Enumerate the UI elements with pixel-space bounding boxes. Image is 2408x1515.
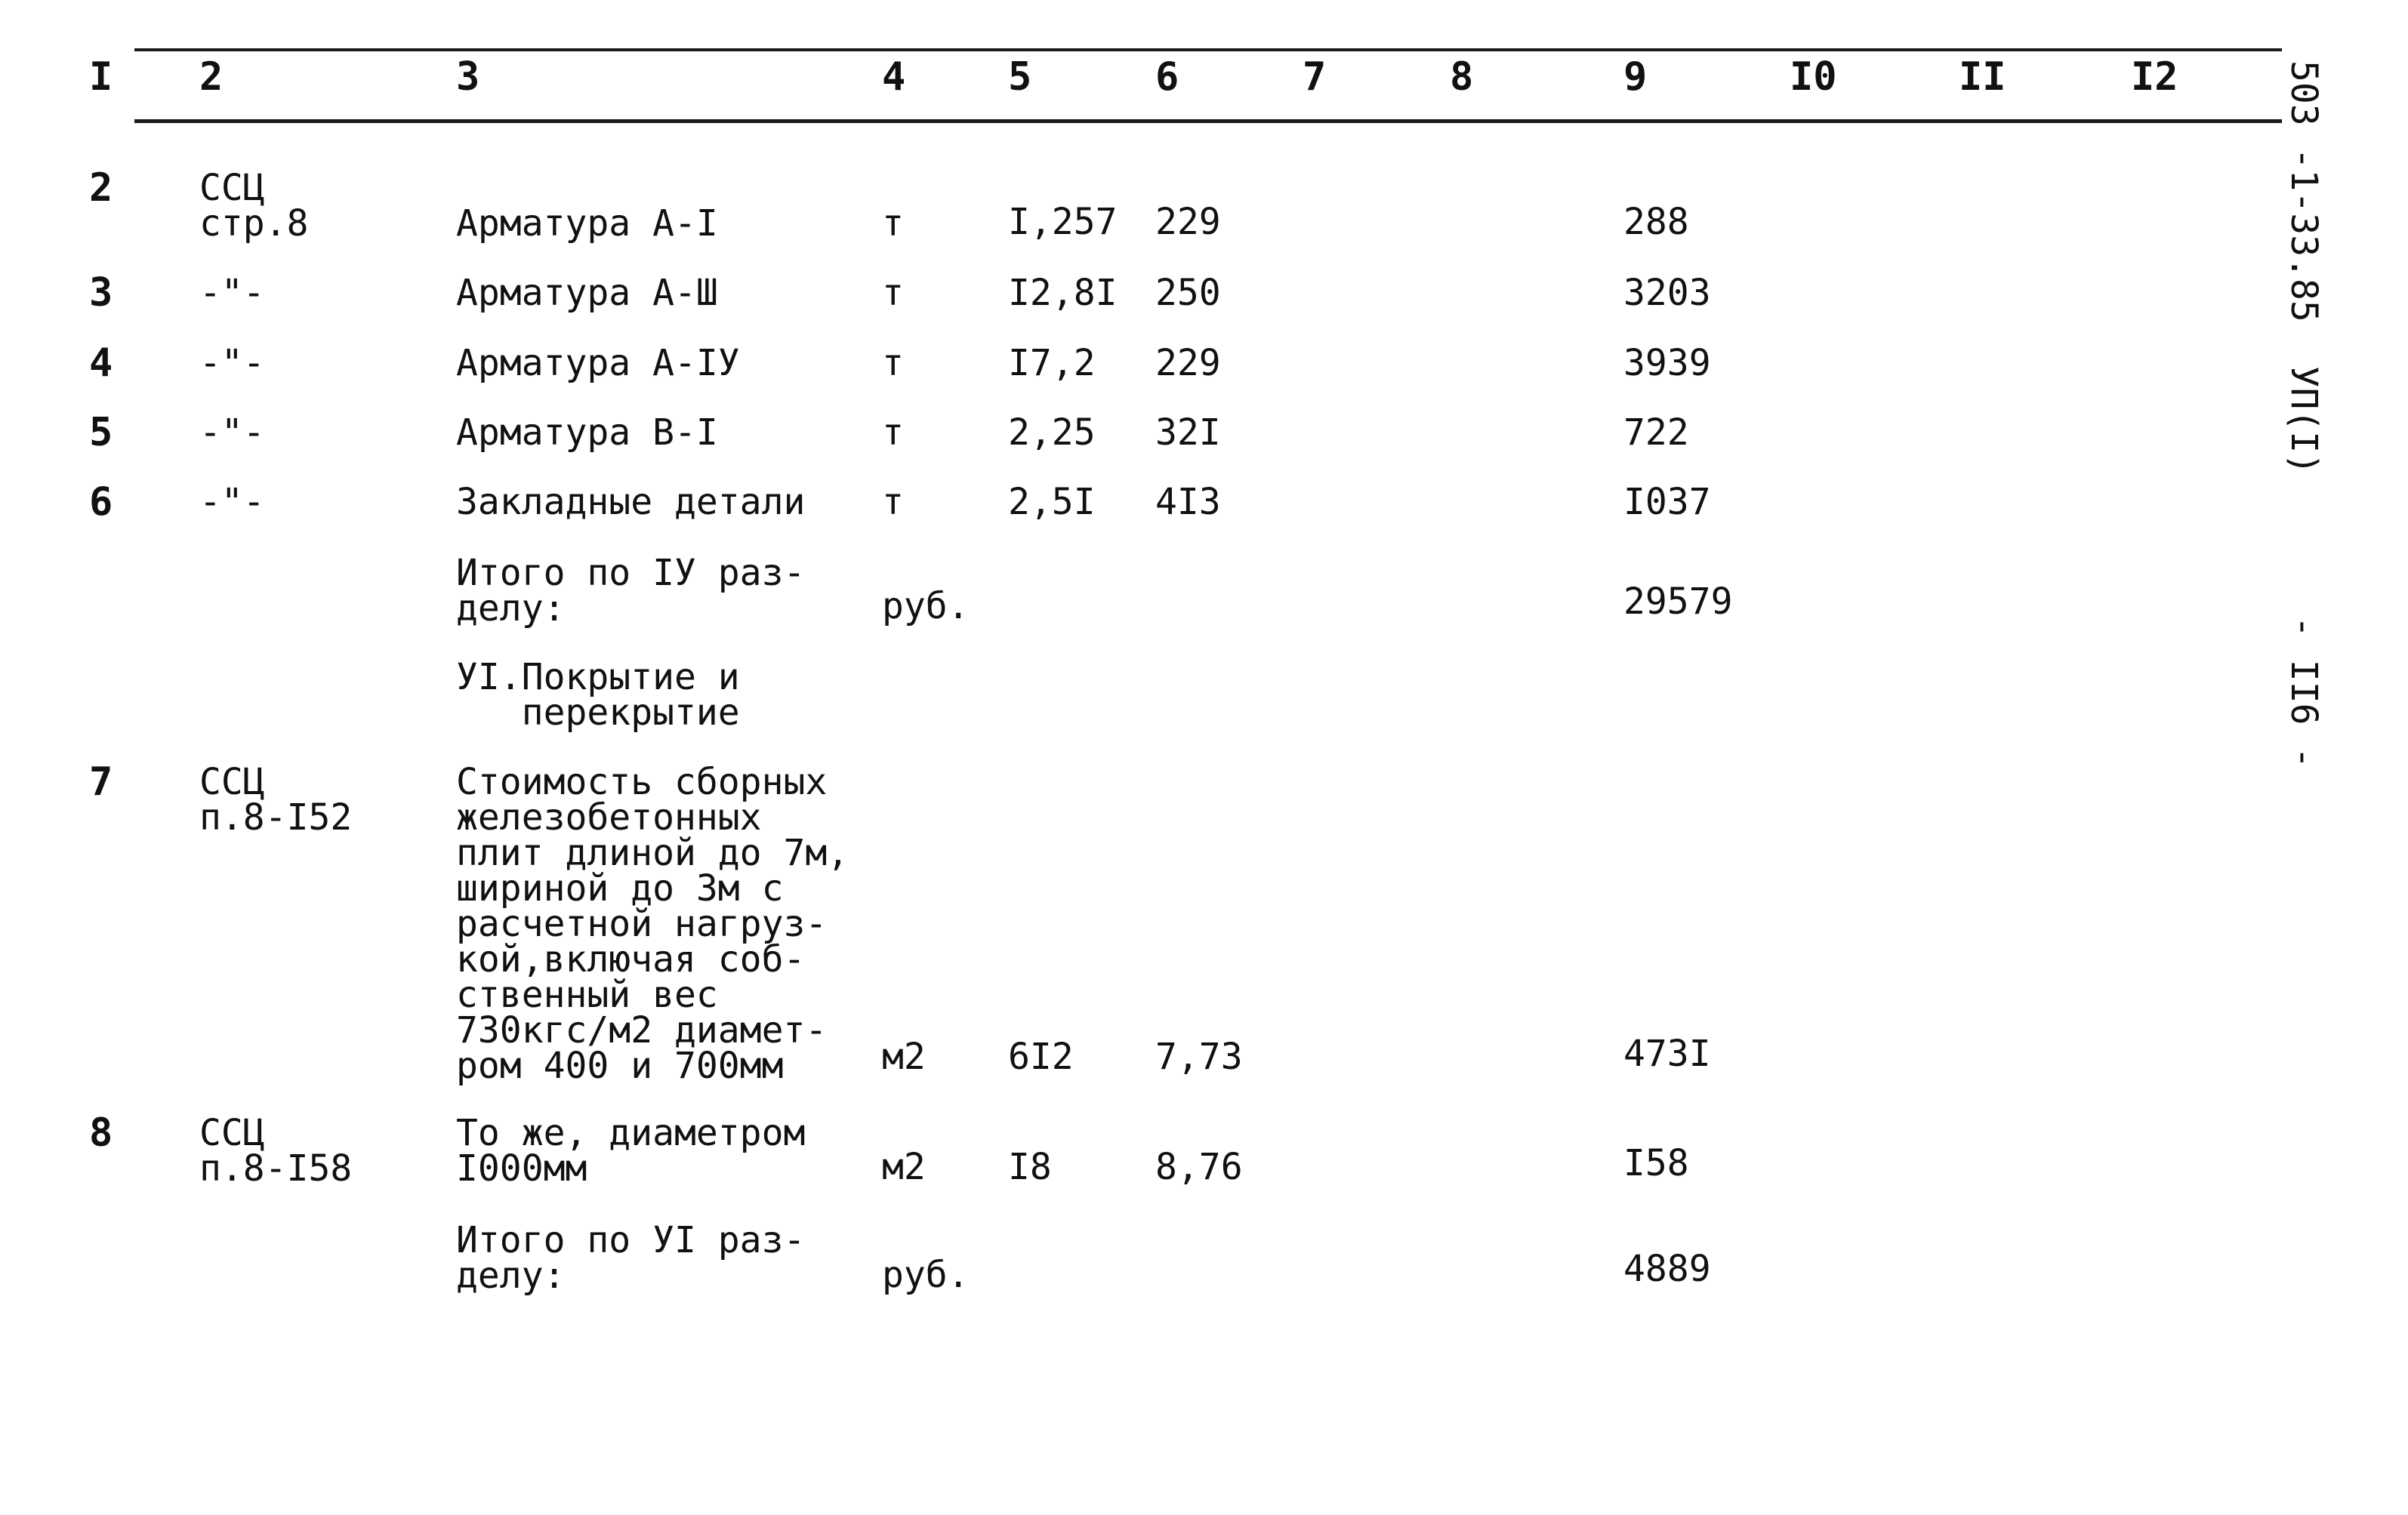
row-unit: т (882, 342, 904, 384)
row-total: 3939 (1623, 342, 1711, 384)
col-header-8: 8 (1450, 54, 1474, 100)
row-name: Арматура А-I (456, 202, 718, 245)
row-quantity: I2,8I (1008, 272, 1118, 314)
row-number: 2 (89, 165, 113, 211)
row-number: 4 (89, 340, 113, 386)
subtotal-unit: руб. (882, 1254, 970, 1296)
row-price: 8,76 (1155, 1146, 1243, 1188)
row-name: Стоимость сборных железобетонных плит длиной до 7м, шириной до 3м с расчетной нагруз- кой,включая соб- ственный вес 730кгс/м2 диамет- ром 400 и 700мм (456, 761, 849, 1087)
col-header-4: 4 (882, 54, 906, 100)
row-number: 5 (89, 410, 113, 455)
row-name: Арматура А-IУ (456, 342, 740, 384)
row-total: I037 (1623, 481, 1711, 523)
row-price: 229 (1155, 342, 1221, 384)
row-unit: т (882, 481, 904, 523)
row-quantity: 2,25 (1008, 411, 1096, 454)
section-title: УI.Покрытие и перекрытие (456, 656, 740, 734)
col-header-11: II (1959, 54, 2006, 100)
row-name: Закладные детали (456, 481, 806, 523)
row-unit: т (882, 272, 904, 314)
row-unit: т (882, 202, 904, 245)
row-total: 288 (1623, 201, 1689, 243)
subtotal-total: 29579 (1623, 580, 1733, 623)
row-unit: т (882, 411, 904, 454)
subtotal-label: Итого по IУ раз- делу: (456, 552, 806, 630)
subtotal-unit: руб. (882, 585, 970, 627)
col-header-12: I2 (2131, 54, 2178, 100)
subtotal-label: Итого по УI раз- делу: (456, 1219, 806, 1297)
row-quantity: I8 (1008, 1146, 1052, 1188)
row-reference: -"- (199, 342, 265, 384)
col-header-1: I (89, 54, 113, 100)
row-reference: -"- (199, 411, 265, 454)
row-total: 473I (1623, 1033, 1711, 1075)
row-name: То же, диаметром I000мм (456, 1112, 806, 1190)
col-header-5: 5 (1008, 54, 1032, 100)
row-unit: м2 (882, 1146, 926, 1188)
row-quantity: I7,2 (1008, 342, 1096, 384)
col-header-3: 3 (456, 54, 480, 100)
col-header-2: 2 (199, 54, 224, 100)
row-total: 3203 (1623, 272, 1711, 314)
row-number: 3 (89, 270, 113, 316)
row-reference: ССЦ стр.8 (199, 167, 309, 245)
row-reference: -"- (199, 481, 265, 523)
row-number: 7 (89, 759, 113, 805)
page-number: - II6 - (2283, 616, 2325, 769)
col-header-7: 7 (1303, 54, 1327, 100)
row-price: 229 (1155, 201, 1221, 243)
row-name: Арматура В-I (456, 411, 718, 454)
row-quantity: 6I2 (1008, 1036, 1074, 1078)
row-total: I58 (1623, 1142, 1689, 1184)
row-reference: -"- (199, 272, 265, 314)
header-top-rule (134, 48, 2282, 51)
row-unit: м2 (882, 1036, 926, 1078)
col-header-9: 9 (1623, 54, 1648, 100)
row-name: Арматура А-Ш (456, 272, 718, 314)
header-bottom-rule (134, 119, 2282, 123)
row-quantity: I,257 (1008, 201, 1118, 243)
row-price: 4I3 (1155, 481, 1221, 523)
row-number: 6 (89, 479, 113, 525)
row-number: 8 (89, 1110, 113, 1156)
row-reference: ССЦ п.8-I52 (199, 761, 353, 839)
row-total: 722 (1623, 411, 1689, 454)
subtotal-total: 4889 (1623, 1248, 1711, 1290)
row-reference: ССЦ п.8-I58 (199, 1112, 353, 1190)
row-quantity: 2,5I (1008, 481, 1096, 523)
col-header-6: 6 (1155, 54, 1179, 100)
row-price: 7,73 (1155, 1036, 1243, 1078)
row-price: 32I (1155, 411, 1221, 454)
row-price: 250 (1155, 272, 1221, 314)
col-header-10: I0 (1790, 54, 1837, 100)
document-code: 503 -1-33.85 УП(I) (2283, 60, 2325, 476)
